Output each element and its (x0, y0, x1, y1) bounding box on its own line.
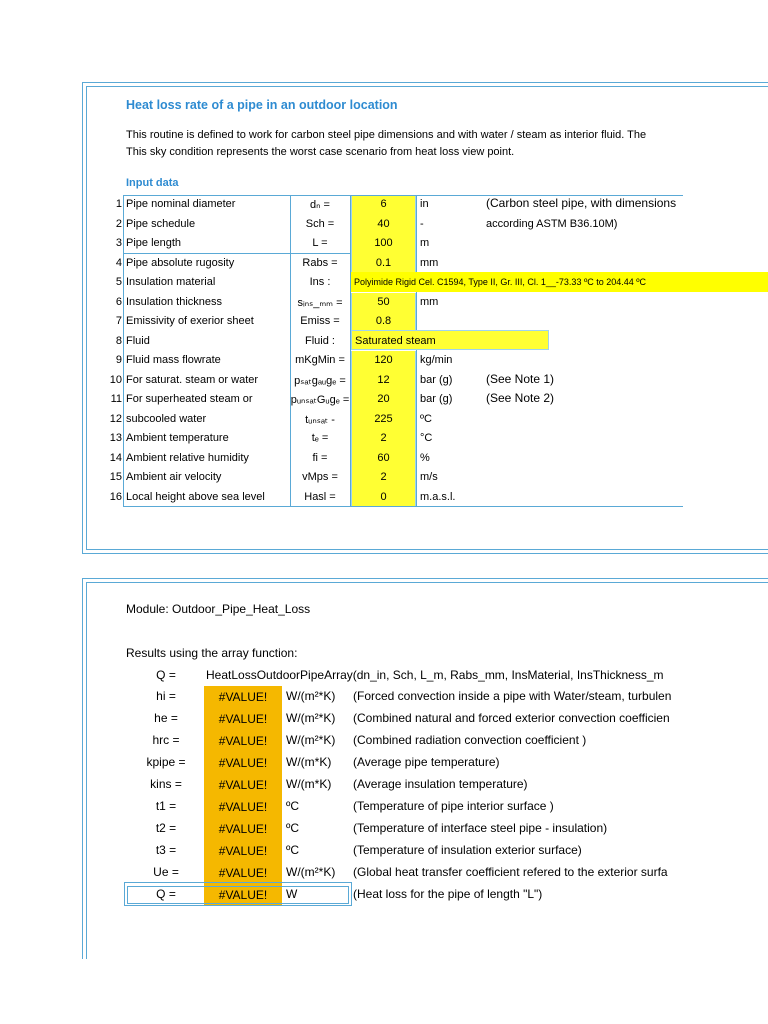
row-label: Ambient temperature (126, 432, 229, 444)
row-label: Local height above sea level (126, 490, 265, 503)
input-cell-insulation-thickness[interactable]: 50 (351, 293, 416, 313)
input-row (0, 449, 768, 469)
row-symbol: pₛₐₜgₐᵤgₑ = (294, 374, 346, 387)
row-symbol: Hasl = (304, 490, 336, 503)
row-number: 13 (109, 432, 122, 444)
row-unit: m/s (420, 471, 438, 483)
row-number: 10 (109, 373, 122, 386)
result-unit: W/(m*K) (286, 755, 332, 769)
result-name: t3 = (155, 843, 177, 857)
row-label: Fluid (126, 334, 150, 347)
result-unit: W/(m²*K) (286, 711, 336, 725)
grid-line (123, 195, 683, 196)
row-number: 15 (109, 471, 122, 483)
result-value-t3[interactable]: #VALUE! (204, 840, 282, 862)
result-value-kins[interactable]: #VALUE! (204, 774, 282, 796)
result-unit: W/(m*K) (286, 777, 332, 791)
result-description: (Combined natural and forced exterior convection coefficien (353, 711, 670, 725)
result-unit: W/(m²*K) (286, 733, 336, 747)
result-name: kins = (150, 777, 182, 791)
result-name: t2 = (155, 821, 177, 835)
input-cell-ambient-temperature[interactable]: 2 (351, 429, 416, 449)
input-row (0, 468, 768, 488)
row-number: 4 (115, 256, 122, 269)
input-data-heading: Input data (126, 177, 179, 189)
result-value-hrc[interactable]: #VALUE! (204, 730, 282, 752)
input-cell-unsaturated-pressure[interactable]: 20 (351, 390, 416, 410)
insulation-material-select[interactable]: Polyimide Rigid Cel. C1594, Type II, Gr. III, Cl. 1__-73.33 ºC to 204.44 ºC (351, 272, 768, 292)
result-unit: ºC (286, 821, 300, 835)
result-name: hrc = (152, 733, 180, 747)
row-symbol: tₑ = (311, 432, 329, 444)
result-row (0, 818, 768, 840)
row-label: Pipe nominal diameter (126, 198, 236, 210)
input-row (0, 371, 768, 391)
row-label: Pipe absolute rugosity (126, 256, 235, 269)
row-label: Pipe length (126, 237, 182, 249)
q-result-highlight-inner (127, 886, 349, 904)
input-cell-air-velocity[interactable]: 2 (351, 468, 416, 488)
result-unit: W (286, 887, 298, 901)
input-row (0, 195, 768, 215)
result-value-hi[interactable]: #VALUE! (204, 686, 282, 708)
grid-line (123, 253, 350, 254)
result-value-kpipe[interactable]: #VALUE! (204, 752, 282, 774)
result-row (0, 708, 768, 730)
result-row (0, 884, 768, 906)
input-cell-mass-flowrate[interactable]: 120 (351, 351, 416, 371)
result-description: (Global heat transfer coefficient refered to the exterior surfa (353, 865, 668, 879)
input-cell-relative-humidity[interactable]: 60 (351, 449, 416, 469)
result-value-t1[interactable]: #VALUE! (204, 796, 282, 818)
row-unit: bar (g) (420, 393, 453, 405)
row-label: Insulation thickness (126, 295, 222, 308)
row-label: For superheated steam or (126, 393, 253, 405)
row-symbol: Ins : (309, 276, 331, 288)
result-unit: W/(m²*K) (286, 865, 336, 879)
result-row (0, 686, 768, 708)
result-row (0, 752, 768, 774)
description-line-2: This sky condition represents the worst case scenario from heat loss view point. (126, 146, 515, 158)
row-number: 1 (115, 198, 122, 210)
row-unit: in (420, 198, 429, 210)
row-symbol: vMps = (302, 471, 338, 483)
row-unit: m.a.s.l. (420, 490, 456, 503)
row-symbol: Fluid : (305, 334, 335, 347)
row-number: 3 (115, 237, 122, 249)
row-unit: ºC (420, 412, 432, 425)
result-value-ue[interactable]: #VALUE! (204, 862, 282, 884)
row-symbol: dₙ = (310, 199, 330, 211)
result-description: (Temperature of insulation exterior surface) (353, 843, 582, 857)
input-cell-nominal-diameter[interactable]: 6 (351, 195, 416, 215)
row-label: Ambient relative humidity (126, 451, 249, 464)
input-row (0, 351, 768, 371)
description-line-1: This routine is defined to work for carbon steel pipe dimensions and with water / steam as interior fluid. The (126, 129, 647, 141)
result-name: he = (154, 711, 178, 725)
result-description: (Average pipe temperature) (353, 755, 500, 769)
row-unit: m (420, 237, 430, 249)
result-value-he[interactable]: #VALUE! (204, 708, 282, 730)
result-row (0, 862, 768, 884)
input-cell-length[interactable]: 100 (351, 234, 416, 254)
input-row (0, 488, 768, 508)
module-name: Module: Outdoor_Pipe_Heat_Loss (126, 602, 311, 616)
input-row (0, 410, 768, 430)
row-number: 14 (109, 451, 122, 464)
row-symbol: sᵢₙₛ_ₘₘ = (297, 296, 343, 309)
result-unit: ºC (286, 799, 300, 813)
result-unit: W/(m²*K) (286, 689, 336, 703)
row-label: For saturat. steam or water (126, 373, 259, 386)
row-symbol: L = (312, 237, 328, 249)
row-note: (See Note 2) (486, 391, 555, 405)
result-name: t1 = (155, 799, 177, 813)
row-note: (See Note 1) (486, 371, 555, 386)
result-name: kpipe = (146, 755, 186, 769)
result-name: hi = (156, 689, 176, 703)
row-unit: mm (420, 256, 439, 269)
input-row (0, 215, 768, 235)
row-number: 8 (115, 334, 122, 347)
input-row (0, 254, 768, 274)
input-cell-saturated-pressure[interactable]: 12 (351, 371, 416, 391)
result-unit: ºC (286, 843, 300, 857)
row-label: Fluid mass flowrate (126, 354, 221, 366)
row-symbol: Rabs = (302, 256, 338, 269)
input-row (0, 234, 768, 254)
row-number: 7 (115, 315, 122, 327)
row-label: Pipe schedule (126, 217, 196, 230)
row-unit: kg/min (420, 354, 453, 366)
row-unit: % (420, 451, 430, 464)
result-value-q[interactable]: #VALUE! (204, 884, 282, 906)
row-number: 12 (109, 412, 122, 425)
row-number: 5 (115, 276, 122, 288)
row-label: Emissivity of exerior sheet (126, 315, 254, 327)
row-unit: mm (420, 295, 439, 308)
row-unit: bar (g) (420, 373, 453, 386)
row-symbol: mKgMin = (295, 354, 345, 366)
row-number: 2 (115, 217, 122, 230)
input-cell-schedule[interactable]: 40 (351, 215, 416, 235)
row-unit: - (420, 217, 424, 230)
result-name: Q = (156, 887, 176, 901)
row-unit: °C (420, 432, 433, 444)
row-symbol: Emiss = (300, 315, 340, 327)
input-cell-height-sea-level[interactable]: 0 (351, 488, 416, 508)
result-row (0, 730, 768, 752)
grid-line (123, 506, 683, 507)
row-number: 6 (115, 295, 122, 308)
row-number: 16 (109, 490, 122, 503)
row-note: according ASTM B36.10M) (486, 217, 618, 230)
input-row (0, 429, 768, 449)
row-symbol: fi = (312, 451, 328, 464)
result-description: (Combined radiation convection coefficient ) (353, 733, 587, 747)
function-call-formula: HeatLossOutdoorPipeArray(dn_in, Sch, L_m, Rabs_mm, InsMaterial, InsThickness_m (206, 668, 664, 682)
result-row (0, 796, 768, 818)
results-heading: Results using the array function: (126, 646, 298, 660)
result-value-t2[interactable]: #VALUE! (204, 818, 282, 840)
row-label: subcooled water (126, 412, 207, 425)
result-description: (Temperature of interface steel pipe - insulation) (353, 821, 608, 835)
result-description: (Temperature of pipe interior surface ) (353, 799, 554, 813)
result-description: (Heat loss for the pipe of length "L") (353, 887, 543, 901)
row-note: (Carbon steel pipe, with dimensions (486, 196, 677, 210)
result-name: Ue = (153, 865, 179, 879)
input-cell-rugosity[interactable]: 0.1 (351, 254, 416, 274)
row-label: Ambient air velocity (126, 471, 222, 483)
result-row (0, 774, 768, 796)
result-description: (Forced convection inside a pipe with Water/steam, turbulen (353, 689, 672, 703)
sheet-title: Heat loss rate of a pipe in an outdoor location (126, 98, 398, 112)
input-row (0, 390, 768, 410)
row-symbol: Sch = (305, 217, 335, 230)
row-number: 9 (115, 354, 122, 366)
row-symbol: tᵤₙₛₐₜ - (305, 413, 335, 426)
input-cell-emissivity[interactable]: 0.8 (351, 312, 416, 332)
input-row (0, 293, 768, 313)
row-label: Insulation material (126, 276, 216, 288)
result-description: (Average insulation temperature) (353, 777, 528, 791)
fluid-select[interactable]: Saturated steam (351, 330, 549, 350)
row-number: 11 (110, 393, 122, 405)
result-row (0, 840, 768, 862)
input-row (0, 312, 768, 332)
row-symbol: pᵤₙₛₐₜGᵤgₑ = (290, 394, 350, 406)
input-cell-unsaturated-temperature[interactable]: 225 (351, 410, 416, 430)
function-result-label: Q = (156, 668, 176, 682)
